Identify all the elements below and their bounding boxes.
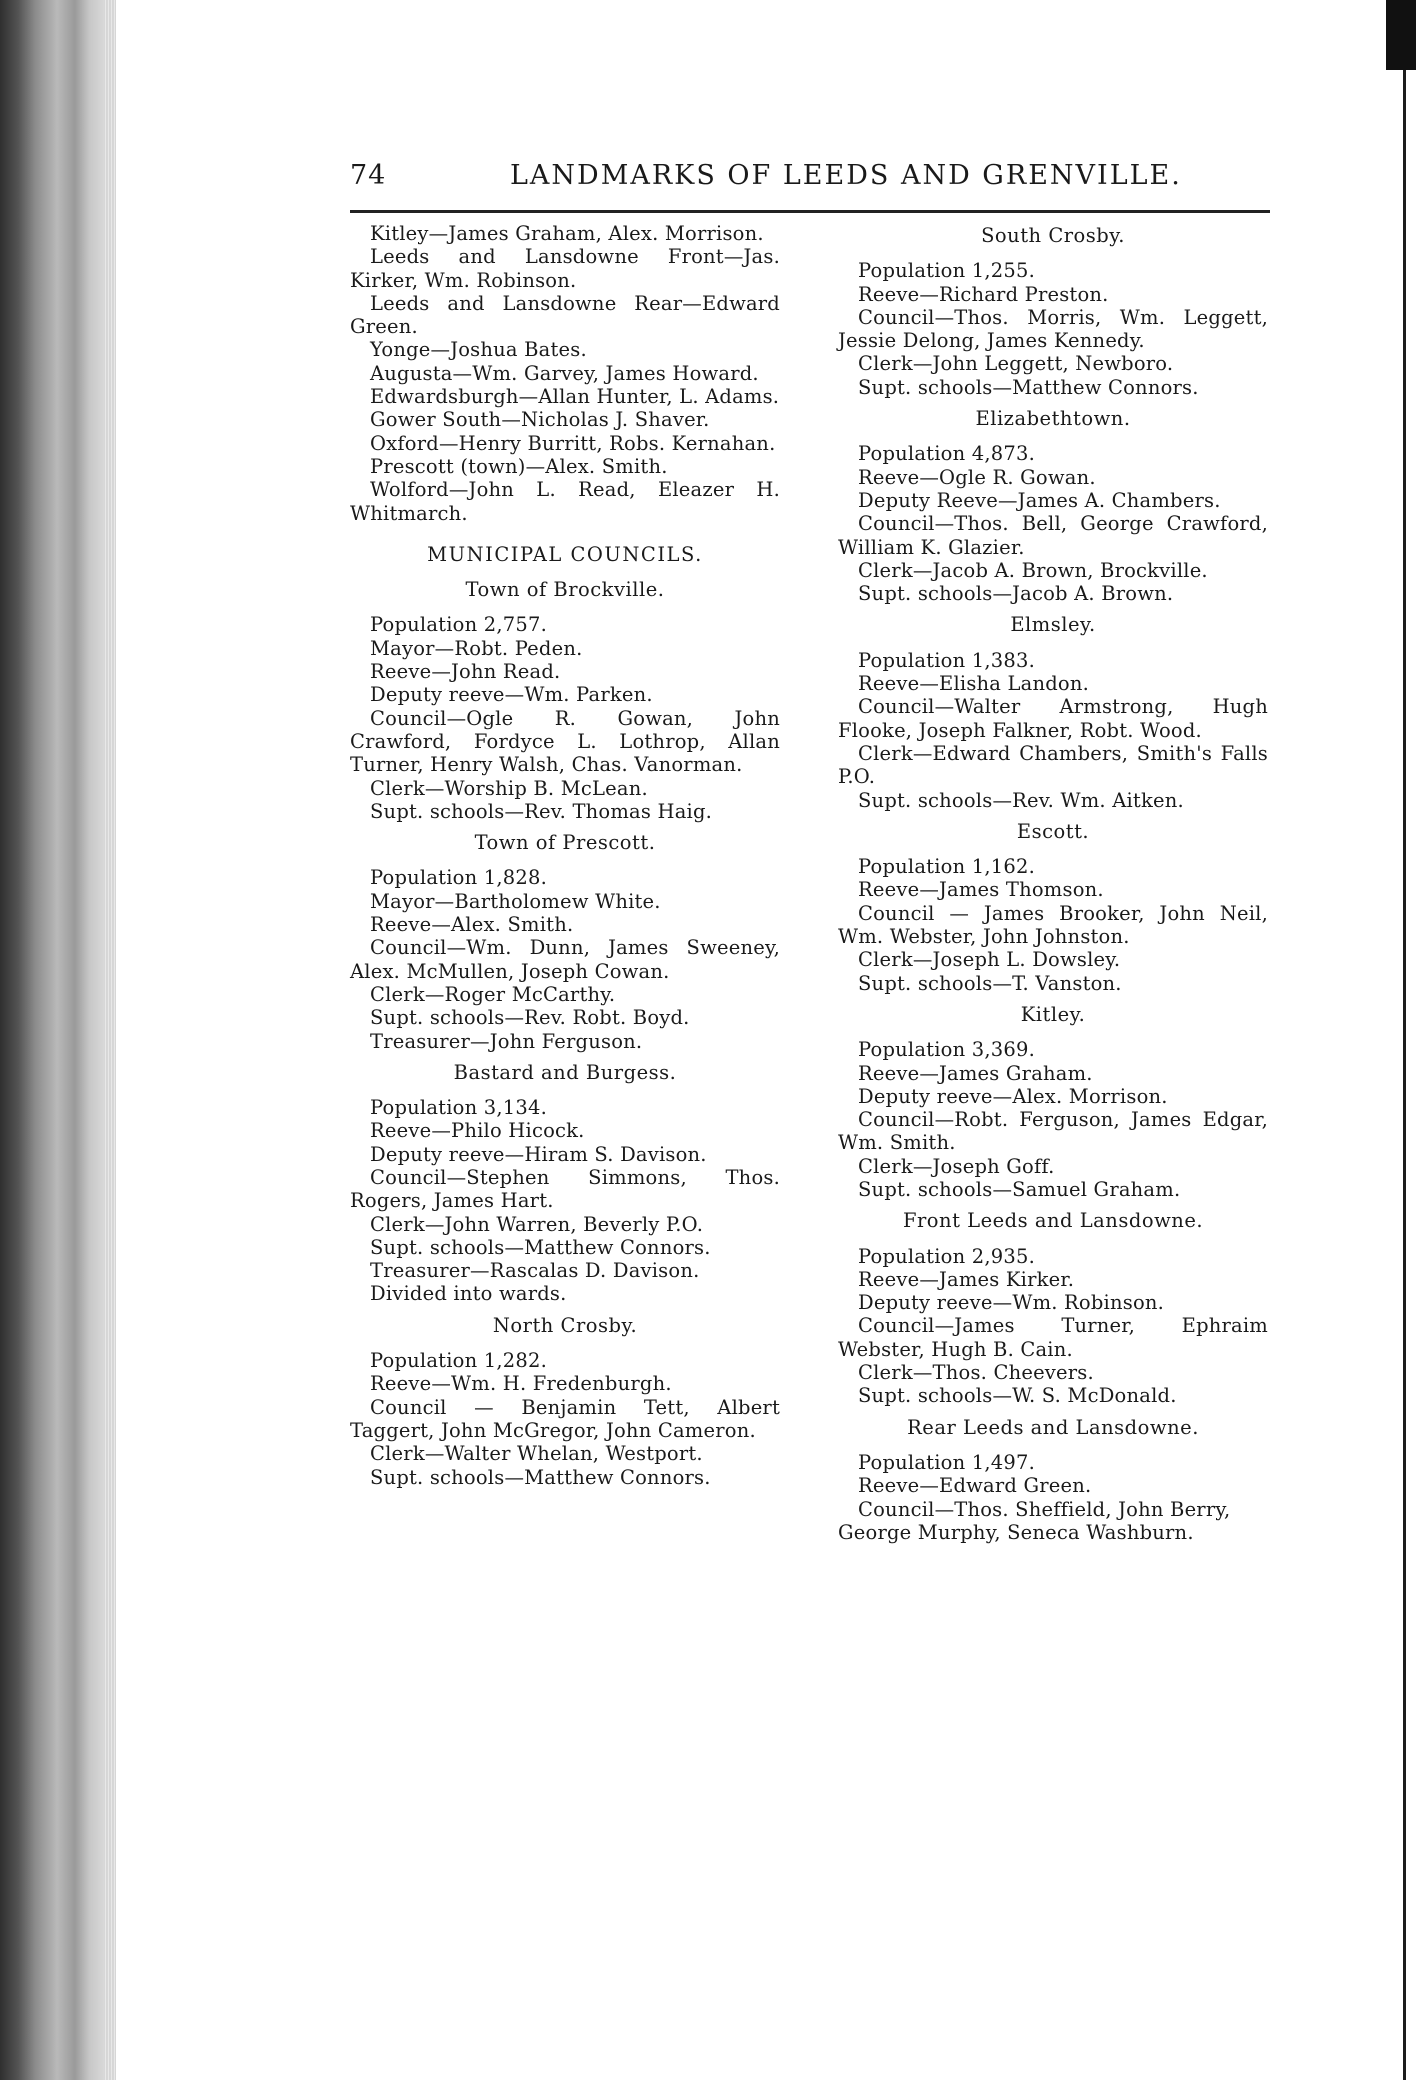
section-entry: Reeve—James Thomson. bbox=[858, 878, 1104, 902]
section-front-leeds-and-lansdowne bbox=[838, 1209, 1268, 1407]
section-title: Rear Leeds and Lansdowne. bbox=[907, 1415, 1199, 1439]
section-entry: Council — Benjamin Tett, Albert Taggert, John McGregor, John Cameron. bbox=[350, 1395, 780, 1442]
section-entry: Clerk—John Warren, Beverly P.O. bbox=[370, 1212, 704, 1236]
intro-entry: Prescott (town)—Alex. Smith. bbox=[370, 454, 668, 478]
section-title: Bastard and Burgess. bbox=[453, 1060, 677, 1084]
section-elizabethtown bbox=[838, 407, 1268, 605]
section-entry: Supt. schools—Rev. Thomas Haig. bbox=[370, 799, 713, 823]
section-title: Escott. bbox=[1016, 819, 1090, 843]
intro-entry: Yonge—Joshua Bates. bbox=[370, 338, 587, 362]
book-spine-edge bbox=[0, 0, 104, 2080]
section-entry: Population 3,369. bbox=[858, 1038, 1035, 1062]
section-entry: Council—Thos. Sheffield, John Berry, George Murphy, Seneca Washburn. bbox=[838, 1497, 1231, 1544]
intro-entry: Gower South—Nicholas J. Shaver. bbox=[370, 408, 710, 432]
section-entry: Reeve—James Graham. bbox=[858, 1061, 1093, 1085]
section-town-of-brockville bbox=[350, 578, 780, 823]
section-title: South Crosby. bbox=[981, 224, 1125, 247]
section-entry: Population 3,134. bbox=[370, 1096, 547, 1120]
section-title: North Crosby. bbox=[492, 1313, 638, 1337]
section-entry: Reeve—Richard Preston. bbox=[858, 282, 1109, 306]
section-entry: Council—Wm. Dunn, James Sweeney, Alex. McMullen, Joseph Cowan. bbox=[350, 936, 780, 983]
main-heading: MUNICIPAL COUNCILS. bbox=[427, 542, 703, 566]
section-entry: Council—Walter Armstrong, Hugh Flooke, Joseph Falkner, Robt. Wood. bbox=[838, 695, 1268, 742]
section-entry: Deputy reeve—Wm. Robinson. bbox=[858, 1291, 1165, 1315]
running-title: LANDMARKS OF LEEDS AND GRENVILLE. bbox=[510, 160, 1182, 191]
section-south-crosby bbox=[838, 224, 1268, 399]
section-entry: Treasurer—John Ferguson. bbox=[370, 1029, 643, 1053]
section-entry: Population 1,383. bbox=[858, 648, 1035, 672]
section-entry: Clerk—Thos. Cheevers. bbox=[858, 1361, 1094, 1385]
section-entry: Supt. schools—Rev. Robt. Boyd. bbox=[370, 1006, 690, 1030]
intro-entry: Leeds and Lansdowne Rear—Edward Green. bbox=[350, 291, 780, 339]
section-title: Town of Prescott. bbox=[474, 831, 656, 855]
section-entry: Clerk—Joseph L. Dowsley. bbox=[858, 948, 1121, 972]
section-entry: Clerk—Worship B. McLean. bbox=[370, 776, 648, 800]
section-entry: Population 1,255. bbox=[858, 259, 1035, 283]
section-entry: Council—Robt. Ferguson, James Edgar, Wm. Smith. bbox=[838, 1108, 1268, 1155]
intro-entries bbox=[350, 222, 780, 525]
section-entry: Council—Thos. Morris, Wm. Leggett, Jessie Delong, James Kennedy. bbox=[838, 305, 1268, 353]
page-number: 74 bbox=[350, 160, 387, 191]
section-rear-leeds-and-lansdowne bbox=[838, 1416, 1268, 1544]
section-entry: Reeve—Philo Hicock. bbox=[370, 1119, 585, 1143]
section-entry: Mayor—Bartholomew White. bbox=[370, 889, 661, 913]
right-page-edge bbox=[1386, 0, 1416, 2080]
intro-entry: Oxford—Henry Burritt, Robs. Kernahan. bbox=[370, 431, 776, 455]
section-elmsley bbox=[838, 613, 1268, 811]
section-escott bbox=[838, 820, 1268, 995]
section-kitley bbox=[838, 1003, 1268, 1201]
section-entry: Deputy reeve—Wm. Parken. bbox=[370, 683, 653, 707]
section-entry: Supt. schools—Matthew Connors. bbox=[858, 375, 1199, 399]
section-entry: Population 2,935. bbox=[858, 1244, 1035, 1268]
section-entry: Reeve—Alex. Smith. bbox=[370, 913, 574, 937]
section-bastard-and-burgess bbox=[350, 1061, 780, 1306]
section-entry: Clerk—Jacob A. Brown, Brockville. bbox=[858, 558, 1208, 582]
section-entry: Council—Ogle R. Gowan, John Crawford, Fordyce L. Lothrop, Allan Turner, Henry Walsh, Chas. Vanorman. bbox=[350, 706, 780, 777]
section-entry: Council — James Brooker, John Neil, Wm. Webster, John Johnston. bbox=[838, 901, 1268, 949]
section-entry: Clerk—Joseph Goff. bbox=[858, 1154, 1055, 1178]
section-entry: Council—Stephen Simmons, Thos. Rogers, James Hart. bbox=[350, 1165, 780, 1213]
section-entry: Population 1,497. bbox=[858, 1450, 1035, 1474]
intro-entry: Edwardsburgh—Allan Hunter, L. Adams. bbox=[370, 385, 780, 409]
section-entry: Supt. schools—Matthew Connors. bbox=[370, 1235, 711, 1259]
section-entry: Supt. schools—Rev. Wm. Aitken. bbox=[858, 788, 1184, 812]
section-town-of-prescott bbox=[350, 831, 780, 1053]
section-entry: Deputy Reeve—James A. Chambers. bbox=[858, 488, 1221, 512]
section-entry: Clerk—Walter Whelan, Westport. bbox=[370, 1442, 703, 1466]
section-north-crosby bbox=[350, 1314, 780, 1489]
intro-entry: Kitley—James Graham, Alex. Morrison. bbox=[370, 222, 764, 245]
section-entry: Supt. schools—W. S. McDonald. bbox=[858, 1384, 1177, 1408]
section-entry: Clerk—John Leggett, Newboro. bbox=[858, 352, 1174, 376]
section-entry: Reeve—Edward Green. bbox=[858, 1474, 1092, 1498]
section-entry: Supt. schools—Samuel Graham. bbox=[858, 1177, 1181, 1201]
section-entry: Divided into wards. bbox=[370, 1282, 567, 1306]
section-entry: Reeve—James Kirker. bbox=[858, 1267, 1075, 1291]
section-entry: Treasurer—Rascalas D. Davison. bbox=[370, 1259, 700, 1283]
section-title: Elmsley. bbox=[1010, 613, 1096, 637]
section-entry: Reeve—John Read. bbox=[370, 660, 561, 684]
section-entry: Population 4,873. bbox=[858, 442, 1035, 466]
section-entry: Deputy reeve—Hiram S. Davison. bbox=[370, 1142, 707, 1166]
intro-entry: Leeds and Lansdowne Front—Jas. Kirker, Wm. Robinson. bbox=[350, 245, 780, 292]
intro-entry: Wolford—John L. Read, Eleazer H. Whitmarch. bbox=[350, 478, 780, 525]
section-entry: Mayor—Robt. Peden. bbox=[370, 636, 583, 660]
section-title: Elizabethtown. bbox=[975, 407, 1131, 431]
scan-corner-mark bbox=[1386, 0, 1416, 70]
section-entry: Supt. schools—T. Vanston. bbox=[858, 971, 1122, 995]
section-entry: Population 1,282. bbox=[370, 1349, 547, 1373]
section-entry: Council—Thos. Bell, George Crawford, William K. Glazier. bbox=[838, 512, 1268, 559]
section-entry: Supt. schools—Jacob A. Brown. bbox=[858, 582, 1174, 606]
section-entry: Clerk—Edward Chambers, Smith's Falls P.O. bbox=[838, 741, 1268, 789]
section-entry: Population 1,828. bbox=[370, 866, 547, 890]
section-entry: Population 2,757. bbox=[370, 613, 547, 637]
section-entry: Reeve—Ogle R. Gowan. bbox=[858, 465, 1096, 489]
right-column bbox=[838, 222, 1268, 1544]
section-entry: Reeve—Wm. H. Fredenburgh. bbox=[370, 1372, 672, 1396]
scan-edge-line bbox=[1403, 70, 1406, 2080]
section-entry: Deputy reeve—Alex. Morrison. bbox=[858, 1084, 1168, 1108]
section-entry: Council—James Turner, Ephraim Webster, Hugh B. Cain. bbox=[838, 1314, 1268, 1361]
header-rule bbox=[350, 210, 1270, 213]
section-entry: Population 1,162. bbox=[858, 855, 1035, 879]
section-title: Town of Brockville. bbox=[465, 578, 665, 602]
section-entry: Reeve—Elisha Landon. bbox=[858, 672, 1090, 696]
intro-entry: Augusta—Wm. Garvey, James Howard. bbox=[370, 361, 759, 385]
section-entry: Supt. schools—Matthew Connors. bbox=[370, 1465, 711, 1489]
section-entry: Clerk—Roger McCarthy. bbox=[370, 982, 616, 1006]
left-column bbox=[350, 222, 780, 1489]
section-title: Kitley. bbox=[1020, 1002, 1086, 1026]
section-title: Front Leeds and Lansdowne. bbox=[902, 1209, 1204, 1233]
page-leaves bbox=[104, 0, 116, 2080]
